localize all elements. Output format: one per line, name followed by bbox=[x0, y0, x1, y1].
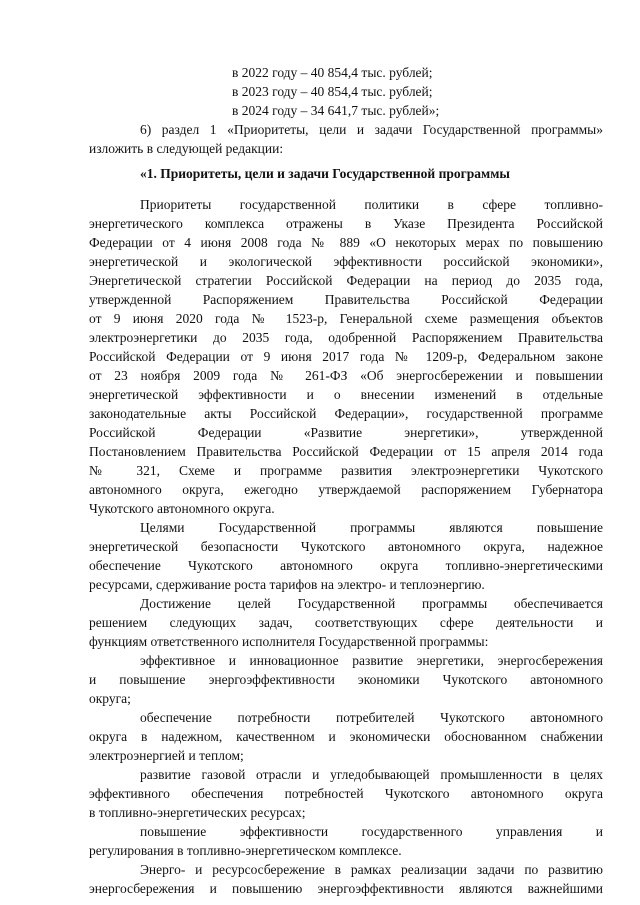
task-line: электроэнергией и теплом; bbox=[89, 748, 244, 763]
paragraph-line: Энергетической стратегии Российской Федерации на период до 2035 года, bbox=[89, 273, 603, 288]
paragraph-line: Приоритеты государственной политики в сфере топливно- bbox=[140, 197, 603, 212]
paragraph-line: автономного округа, ежегодно утверждаемой распоряжением Губернатора bbox=[89, 482, 603, 497]
paragraph-line: от 23 ноября 2009 года № 261-ФЗ «Об энергосбережении и повышении bbox=[89, 368, 603, 383]
paragraph-line: Целями Государственной программы являются повышение bbox=[140, 520, 603, 535]
task-line: округа в надежном, качественном и экономически обоснованном снабжении bbox=[89, 729, 603, 744]
paragraph-line: энергосбережения и повышению энергоэффективности являются важнейшими bbox=[89, 881, 603, 896]
paragraph-line: решением следующих задач, соответствующих сфере деятельности и bbox=[89, 615, 603, 630]
task-line: обеспечение потребности потребителей Чукотского автономного bbox=[140, 710, 603, 725]
task-line: эффективное и инновационное развитие энергетики, энергосбережения bbox=[140, 653, 603, 668]
paragraph-line: энергетического комплекса отражены в Указе Президента Российской bbox=[89, 216, 603, 231]
paragraph-line: Российской Федерации «Развитие энергетики», утвержденной bbox=[89, 425, 603, 440]
paragraph-line: энергетической безопасности Чукотского автономного округа, надежное bbox=[89, 539, 603, 554]
budget-line-2023: в 2023 году – 40 854,4 тыс. рублей; bbox=[232, 84, 433, 99]
budget-line-2024: в 2024 году – 34 641,7 тыс. рублей»; bbox=[232, 103, 440, 118]
paragraph-line: функциям ответственного исполнителя Государственной программы: bbox=[89, 634, 489, 649]
task-line: эффективного обеспечения потребностей Чукотского автономного округа bbox=[89, 786, 603, 801]
section-heading: «1. Приоритеты, цели и задачи Государственной программы bbox=[140, 166, 510, 181]
budget-line-2022: в 2022 году – 40 854,4 тыс. рублей; bbox=[232, 65, 433, 80]
task-line: и повышение энергоэффективности экономики Чукотского автономного bbox=[89, 672, 603, 687]
paragraph-line: Чукотского автономного округа. bbox=[89, 501, 275, 516]
paragraph-line: энергетической эффективности и о внесении изменений в отдельные bbox=[89, 387, 603, 402]
paragraph-line: ресурсами, сдерживание роста тарифов на электро- и теплоэнергию. bbox=[89, 577, 485, 592]
paragraph-line: законодательные акты Российской Федерации», государственной программе bbox=[89, 406, 603, 421]
budget-lines bbox=[232, 63, 612, 120]
item6-line: 6) раздел 1 «Приоритеты, цели и задачи Государственной программы» bbox=[140, 122, 603, 137]
task-line: округа; bbox=[89, 691, 131, 706]
paragraph-line: Постановлением Правительства Российской Федерации от 15 апреля 2014 года bbox=[89, 444, 603, 459]
task-line: повышение эффективности государственного управления и bbox=[140, 824, 603, 839]
item6-line: изложить в следующей редакции: bbox=[89, 141, 284, 156]
task-line: развитие газовой отрасли и угледобывающей промышленности в целях bbox=[140, 767, 603, 782]
paragraph-line: энергетической и экологической эффективности российской экономики», bbox=[89, 254, 603, 269]
paragraph-line: обеспечение Чукотского автономного округа топливно-энергетическими bbox=[89, 558, 603, 573]
paragraph-line: электроэнергетики до 2035 года, одобренной Распоряжением Правительства bbox=[89, 330, 603, 345]
paragraph-line: Российской Федерации от 9 июня 2017 года № 1209-р, Федеральном законе bbox=[89, 349, 603, 364]
task-line: в топливно-энергетических ресурсах; bbox=[89, 805, 306, 820]
paragraph-line: Федерации от 4 июня 2008 года № 889 «О некоторых мерах по повышению bbox=[89, 235, 603, 250]
paragraph-line: Достижение целей Государственной программы обеспечивается bbox=[140, 596, 603, 611]
paragraph-line: от 9 июня 2020 года № 1523-р, Генеральной схеме размещения объектов bbox=[89, 311, 603, 326]
task-line: регулирования в топливно-энергетическом комплексе. bbox=[89, 843, 402, 858]
paragraph-line: № 321, Схеме и программе развития электроэнергетики Чукотского bbox=[89, 463, 603, 478]
paragraph-line: утвержденной Распоряжением Правительства Российской Федерации bbox=[89, 292, 603, 307]
paragraph-line: Энерго- и ресурсосбережение в рамках реализации задачи по развитию bbox=[140, 862, 603, 877]
